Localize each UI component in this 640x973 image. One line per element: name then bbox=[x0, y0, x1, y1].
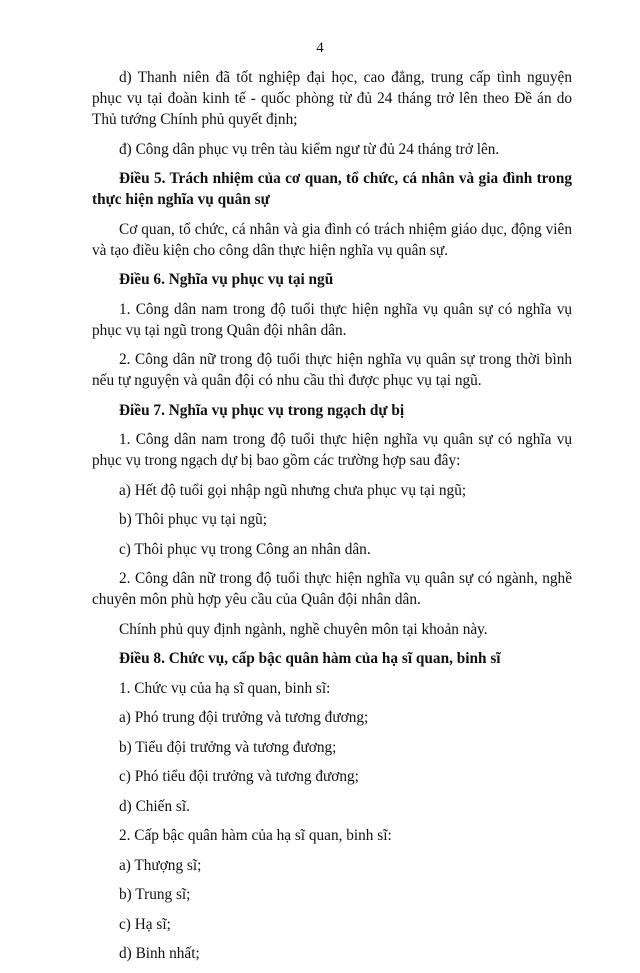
document-body bbox=[92, 67, 572, 973]
article-7-item-a: a) Hết độ tuổi gọi nhập ngũ nhưng chưa phục vụ tại ngũ; bbox=[119, 481, 467, 499]
article-8-rank-b: b) Trung sĩ; bbox=[119, 886, 191, 903]
page-number: 4 bbox=[316, 40, 324, 56]
article-8-heading: Điều 8. Chức vụ, cấp bậc quân hàm của hạ sĩ quan, binh sĩ bbox=[119, 650, 501, 667]
article-6-heading: Điều 6. Nghĩa vụ phục vụ tại ngũ bbox=[119, 271, 334, 288]
article-5-heading: Điều 5. Trách nhiệm của cơ quan, tổ chức, cá nhân và gia đình trong thực hiện nghĩa vụ quân sự bbox=[92, 170, 572, 208]
article-5-text: Cơ quan, tổ chức, cá nhân và gia đình có trách nhiệm giáo dục, động viên và tạo điều kiện cho công dân thực hiện nghĩa vụ quân sự. bbox=[92, 220, 572, 259]
article-8-position-c: c) Phó tiểu đội trưởng và tương đương; bbox=[119, 768, 359, 785]
article-8-position-a: a) Phó trung đội trưởng và tương đương; bbox=[119, 709, 369, 726]
article-7-government-note: Chính phủ quy định ngành, nghề chuyên môn tại khoản này. bbox=[119, 620, 488, 638]
article-8-position-b: b) Tiểu đội trưởng và tương đương; bbox=[119, 738, 337, 756]
article-8-clause-2: 2. Cấp bậc quân hàm của hạ sĩ quan, binh sĩ: bbox=[119, 827, 392, 844]
clause-d-youth-volunteers: d) Thanh niên đã tốt nghiệp đại học, cao đẳng, trung cấp tình nguyện phục vụ tại đoàn kinh tế - quốc phòng từ đủ 24 tháng trở lên theo Đề án do Thủ tướng Chính phủ quyết định; bbox=[92, 69, 572, 128]
article-8-clause-1: 1. Chức vụ của hạ sĩ quan, binh sĩ: bbox=[119, 679, 331, 697]
article-8-rank-c: c) Hạ sĩ; bbox=[119, 915, 171, 933]
article-7-item-c: c) Thôi phục vụ trong Công an nhân dân. bbox=[119, 540, 371, 558]
article-8-position-d: d) Chiến sĩ. bbox=[119, 797, 190, 815]
article-6-clause-1: 1. Công dân nam trong độ tuổi thực hiện nghĩa vụ quân sự có nghĩa vụ phục vụ tại ngũ trong Quân đội nhân dân. bbox=[92, 300, 572, 339]
article-7-clause-2: 2. Công dân nữ trong độ tuổi thực hiện nghĩa vụ quân sự có ngành, nghề chuyên môn phù hợp yêu cầu của Quân đội nhân dân. bbox=[92, 570, 572, 608]
article-7-item-b: b) Thôi phục vụ tại ngũ; bbox=[119, 511, 267, 528]
article-8-rank-d: d) Binh nhất; bbox=[119, 945, 200, 962]
article-6-clause-2: 2. Công dân nữ trong độ tuổi thực hiện nghĩa vụ quân sự trong thời bình nếu tự nguyện và quân đội có nhu cầu thì được phục vụ tại ngũ. bbox=[92, 351, 572, 389]
article-7-clause-1: 1. Công dân nam trong độ tuổi thực hiện nghĩa vụ quân sự có nghĩa vụ phục vụ trong ngạch dự bị bao gồm các trường hợp sau đây: bbox=[92, 431, 572, 469]
article-8-rank-a: a) Thượng sĩ; bbox=[119, 856, 202, 874]
clause-dd-fishery-patrol: đ) Công dân phục vụ trên tàu kiểm ngư từ đủ 24 tháng trở lên. bbox=[119, 140, 500, 158]
article-7-heading: Điều 7. Nghĩa vụ phục vụ trong ngạch dự bị bbox=[119, 401, 405, 419]
